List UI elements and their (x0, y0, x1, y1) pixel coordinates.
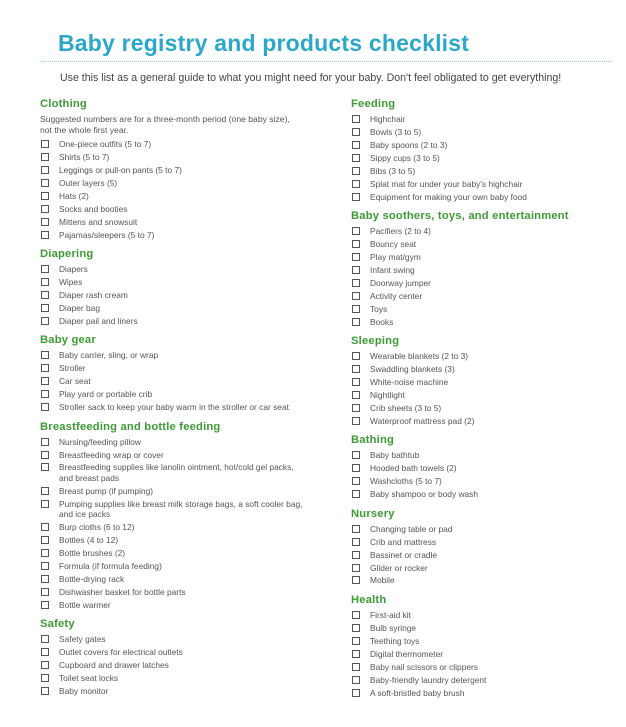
left-column (40, 96, 340, 703)
section-heading: Safety (40, 618, 75, 631)
checklist-item-label: Shirts (5 to 7) (59, 151, 110, 162)
checklist-item-label: Doorway jumper (370, 277, 431, 288)
checklist-item (351, 390, 621, 401)
checkbox[interactable] (41, 351, 49, 359)
checkbox[interactable] (352, 650, 360, 658)
checklist-item (40, 535, 340, 546)
checklist-item-label: Stroller (59, 363, 86, 374)
checkbox[interactable] (41, 304, 49, 312)
checklist-item-label: Bassinet or cradle (370, 549, 438, 560)
checklist-item (351, 623, 621, 634)
checklist-item (40, 437, 340, 448)
checklist-item-label: Diaper pail and liners (59, 315, 138, 326)
checklist-item-label: A soft-bristled baby brush (370, 687, 465, 698)
checklist-item (40, 152, 340, 163)
checklist-item-label: Activity center (370, 290, 423, 301)
checklist (351, 226, 621, 327)
checkbox[interactable] (41, 179, 49, 187)
section-heading: Baby soothers, toys, and entertainment (351, 210, 569, 223)
checkbox[interactable] (352, 611, 360, 619)
checklist-item (40, 316, 340, 327)
checklist-item (40, 277, 340, 288)
checklist-item (351, 610, 621, 621)
checklist-item-label: Car seat (59, 376, 91, 387)
checkbox[interactable] (352, 141, 360, 149)
checklist-item (40, 686, 340, 697)
checkbox[interactable] (41, 523, 49, 531)
checklist-item (40, 363, 340, 374)
checkbox[interactable] (41, 463, 49, 471)
checklist-item (40, 178, 340, 189)
checkbox[interactable] (352, 253, 360, 261)
checklist-item-label: First-aid kit (370, 609, 411, 620)
checklist-item-label: Play yard or portable crib (59, 389, 153, 400)
checkbox[interactable] (41, 278, 49, 286)
checkbox[interactable] (41, 661, 49, 669)
checklist-item (40, 204, 340, 215)
checklist-item-label: Changing table or pad (370, 523, 453, 534)
checklist-item-label: Infant swing (370, 264, 415, 275)
checklist-item (40, 230, 340, 241)
checklist-item (351, 563, 621, 574)
checklist-item (40, 522, 340, 533)
checklist-item (351, 179, 621, 190)
checkbox[interactable] (352, 305, 360, 313)
section-heading: Health (351, 593, 387, 606)
checkbox[interactable] (352, 525, 360, 533)
checklist-item (40, 486, 340, 497)
checkbox[interactable] (352, 240, 360, 248)
checklist-item (351, 364, 621, 375)
checklist-item-label: Washcloths (5 to 7) (370, 476, 442, 487)
checkbox[interactable] (41, 153, 49, 161)
checklist-item-label: Cupboard and drawer latches (59, 660, 169, 671)
checklist-item-label: Breastfeeding wrap or cover (59, 449, 164, 460)
checklist-item-label: Baby carrier, sling, or wrap (59, 350, 159, 361)
checkbox[interactable] (352, 227, 360, 235)
checklist-item (40, 165, 340, 176)
checklist-item-label: Swaddling blankets (3) (370, 364, 455, 375)
checklist-item-label: Baby monitor (59, 686, 109, 697)
page-title: Baby registry and products checklist (58, 30, 470, 56)
checkbox[interactable] (41, 403, 49, 411)
checklist-item (40, 389, 340, 400)
checkbox[interactable] (41, 218, 49, 226)
checkbox[interactable] (352, 352, 360, 360)
checklist-item-label: Burp cloths (6 to 12) (59, 522, 135, 533)
checkbox[interactable] (352, 318, 360, 326)
checkbox[interactable] (41, 500, 49, 508)
intro-text: Use this list as a general guide to what you might need for your baby. Don't feel obligated to get everything! (60, 72, 562, 84)
checklist-item-label: Nursing/feeding pillow (59, 436, 141, 447)
checkbox[interactable] (352, 576, 360, 584)
checkbox[interactable] (352, 115, 360, 123)
checklist-item (40, 462, 340, 483)
checklist (351, 114, 621, 202)
checklist-item-label: Bulb syringe (370, 622, 417, 633)
checklist-item (40, 139, 340, 150)
checklist-item-label: Diaper rash cream (59, 289, 128, 300)
checklist-item (40, 402, 340, 413)
checklist-item-label: Diaper bag (59, 302, 100, 313)
checkbox[interactable] (41, 674, 49, 682)
checkbox[interactable] (352, 128, 360, 136)
checklist-item (351, 304, 621, 315)
checklist-item-label: Mittens and snowsuit (59, 216, 138, 227)
checklist-item-label: Play mat/gym (370, 252, 421, 262)
checkbox[interactable] (352, 477, 360, 485)
checklist-item (351, 278, 621, 289)
checklist-item (351, 403, 621, 414)
checklist-item-label: Baby nail scissors or clippers (370, 661, 478, 672)
checklist-item-label: Bottle-drying rack (59, 574, 125, 584)
checklist-item-label: Breastfeeding supplies like lanolin ointment, hot/cold gel packs, and breast pads (59, 462, 294, 483)
checkbox[interactable] (41, 601, 49, 609)
section-baby-soothers-toys-and-entertainment (351, 208, 621, 327)
checklist-item-label: Outlet covers for electrical outlets (59, 647, 183, 658)
checklist-item-label: Equipment for making your own baby food (370, 191, 527, 202)
checklist-item (351, 140, 621, 151)
checklist (40, 264, 340, 326)
checklist-item (351, 252, 621, 263)
checklist (351, 450, 621, 499)
checkbox[interactable] (41, 575, 49, 583)
checklist (40, 437, 340, 611)
checkbox[interactable] (352, 624, 360, 632)
checklist-item (40, 303, 340, 314)
checklist-item (351, 463, 621, 474)
checklist (40, 350, 340, 412)
checklist-item-label: Baby shampoo or body wash (370, 489, 479, 500)
checklist-item-label: Bottle brushes (2) (59, 548, 126, 559)
checklist-item-label: White-noise machine (370, 377, 449, 388)
checklist-item-label: Waterproof mattress pad (2) (370, 415, 475, 426)
checklist-item (351, 416, 621, 427)
section-heading: Sleeping (351, 335, 400, 348)
checklist-item-label: Teething toys (370, 635, 420, 646)
checklist-item (351, 265, 621, 276)
checklist-item (40, 574, 340, 585)
checkbox[interactable] (352, 167, 360, 175)
checklist-item (40, 587, 340, 598)
checkbox[interactable] (352, 564, 360, 572)
checklist-item-label: Digital thermometer (370, 648, 444, 659)
checklist-item-label: Bouncy seat (370, 239, 417, 250)
checkbox[interactable] (41, 687, 49, 695)
checklist-item-label: Dishwasher basket for bottle parts (59, 586, 186, 597)
section-heading: Diapering (40, 248, 94, 261)
title-divider (41, 61, 611, 62)
checklist-item (40, 673, 340, 684)
checkbox[interactable] (41, 588, 49, 596)
checklist (351, 524, 621, 586)
checkbox[interactable] (41, 317, 49, 325)
checkbox[interactable] (352, 365, 360, 373)
checklist (351, 351, 621, 426)
checkbox[interactable] (352, 490, 360, 498)
checklist-item (40, 561, 340, 572)
section-heading: Clothing (40, 98, 87, 110)
checklist-item-label: Wipes (59, 277, 83, 287)
checklist-item (351, 317, 621, 328)
right-column (351, 96, 621, 704)
checklist-item-label: Toilet seat locks (59, 673, 119, 684)
checklist-item (351, 537, 621, 548)
checkbox[interactable] (352, 663, 360, 671)
section-baby-gear (40, 332, 340, 412)
checkbox[interactable] (41, 438, 49, 446)
section-health (351, 592, 621, 698)
checklist-item (351, 351, 621, 362)
checkbox[interactable] (41, 648, 49, 656)
checkbox[interactable] (41, 536, 49, 544)
checkbox[interactable] (352, 637, 360, 645)
checklist-item-label: Nightlight (370, 390, 405, 400)
checkbox[interactable] (352, 404, 360, 412)
section-heading: Baby gear (40, 334, 96, 347)
checklist-item (351, 636, 621, 647)
checklist-item (351, 524, 621, 535)
checkbox[interactable] (352, 180, 360, 188)
checkbox[interactable] (41, 549, 49, 557)
checklist-item-label: Wearable blankets (2 to 3) (370, 351, 469, 362)
checklist-item (351, 127, 621, 138)
checklist-item-label: Bottle warmer (59, 599, 111, 610)
checklist-item-label: Hooded bath towels (2) (370, 463, 457, 474)
checklist-item-label: Crib and mattress (370, 536, 437, 547)
checklist-item (351, 649, 621, 660)
checkbox[interactable] (41, 487, 49, 495)
checklist-item-label: Stroller sack to keep your baby warm in the stroller or car seat (59, 402, 289, 413)
checklist-item (351, 239, 621, 250)
checklist-item-label: One-piece outfits (5 to 7) (59, 139, 152, 149)
checkbox[interactable] (41, 390, 49, 398)
checkbox[interactable] (352, 154, 360, 162)
checklist-item-label: Hats (2) (59, 190, 89, 201)
checklist-item-label: Sippy cups (3 to 5) (370, 152, 440, 163)
checkbox[interactable] (352, 378, 360, 386)
checklist-item-label: Highchair (370, 114, 406, 124)
checklist-item (40, 499, 340, 520)
checkbox[interactable] (41, 192, 49, 200)
checklist-item-label: Formula (if formula feeding) (59, 561, 162, 572)
checklist-item (40, 290, 340, 301)
checkbox[interactable] (41, 562, 49, 570)
section-note: Suggested numbers are for a three-month period (one baby size), not the whole first year. (40, 114, 290, 135)
checklist-item (40, 376, 340, 387)
checkbox[interactable] (41, 231, 49, 239)
checklist-item-label: Books (370, 316, 394, 327)
checklist-item-label: Outer layers (5) (59, 177, 118, 188)
checklist-item (351, 153, 621, 164)
checklist-item-label: Crib sheets (3 to 5) (370, 402, 442, 413)
checklist-item (351, 688, 621, 699)
checkbox[interactable] (41, 377, 49, 385)
checklist-item-label: Leggings or pull-on pants (5 to 7) (59, 164, 182, 175)
section-safety (40, 616, 340, 696)
checklist-item-label: Baby-friendly laundry detergent (370, 674, 487, 685)
checklist-item-label: Baby spoons (2 to 3) (370, 139, 448, 150)
checklist-item (40, 264, 340, 275)
checkbox[interactable] (352, 689, 360, 697)
checklist-item-label: Baby bathtub (370, 450, 420, 461)
checkbox[interactable] (41, 364, 49, 372)
checklist-item (40, 548, 340, 559)
checkbox[interactable] (352, 676, 360, 684)
checklist-item-label: Bibs (3 to 5) (370, 165, 416, 176)
checklist-item (351, 662, 621, 673)
section-sleeping (351, 333, 621, 426)
checkbox[interactable] (352, 292, 360, 300)
checkbox[interactable] (41, 166, 49, 174)
checkbox[interactable] (352, 464, 360, 472)
checklist (351, 610, 621, 698)
checklist-item (40, 647, 340, 658)
section-feeding (351, 96, 621, 202)
section-heading: Breastfeeding and bottle feeding (40, 420, 221, 433)
checkbox[interactable] (352, 538, 360, 546)
checkbox[interactable] (352, 417, 360, 425)
checklist-item-label: Mobile (370, 575, 395, 586)
checklist-item-label: Breast pump (if pumping) (59, 485, 154, 496)
section-breastfeeding-and-bottle-feeding (40, 419, 340, 611)
checklist-item-label: Glider or rocker (370, 562, 428, 573)
checklist-item (351, 192, 621, 203)
checklist-item (40, 660, 340, 671)
checkbox[interactable] (41, 451, 49, 459)
checklist-item-label: Diapers (59, 264, 88, 275)
checklist-item (351, 675, 621, 686)
checklist-item (40, 634, 340, 645)
checkbox[interactable] (41, 140, 49, 148)
checklist-item-label: Socks and booties (59, 203, 128, 214)
checklist-item (351, 226, 621, 237)
checklist-item (351, 166, 621, 177)
checkbox[interactable] (41, 205, 49, 213)
checklist-item-label: Pumping supplies like breast milk storage bags, a soft cooler bag, and ice packs (59, 498, 303, 520)
checklist-item (351, 114, 621, 125)
checklist-item (40, 350, 340, 361)
checklist (40, 139, 340, 240)
section-heading: Bathing (351, 434, 395, 447)
checklist-item (40, 191, 340, 202)
checklist (40, 634, 340, 696)
checklist-item-label: Splat mat for under your baby's highchair (370, 178, 523, 189)
checkbox[interactable] (352, 391, 360, 399)
checkbox[interactable] (352, 551, 360, 559)
checklist-item (351, 377, 621, 388)
checkbox[interactable] (352, 451, 360, 459)
checkbox[interactable] (352, 279, 360, 287)
checklist-item-label: Toys (370, 303, 388, 314)
section-clothing (40, 96, 340, 240)
checklist-item (351, 476, 621, 487)
checklist-item (351, 489, 621, 500)
checklist-item (40, 217, 340, 228)
checkbox[interactable] (41, 265, 49, 273)
checklist-item (351, 291, 621, 302)
section-bathing (351, 432, 621, 499)
checklist-item (40, 450, 340, 461)
checkbox[interactable] (41, 291, 49, 299)
checkbox[interactable] (41, 635, 49, 643)
checklist-item-label: Pajamas/sleepers (5 to 7) (59, 229, 155, 240)
checkbox[interactable] (352, 193, 360, 201)
checklist-item-label: Bowls (3 to 5) (370, 126, 422, 137)
checklist-item (351, 575, 621, 586)
checklist-item-label: Bottles (4 to 12) (59, 535, 119, 546)
checklist-item (40, 600, 340, 611)
section-diapering (40, 246, 340, 326)
section-heading: Feeding (351, 98, 396, 110)
checklist-item-label: Pacifiers (2 to 4) (370, 226, 431, 237)
checkbox[interactable] (352, 266, 360, 274)
checklist-item (351, 450, 621, 461)
section-heading: Nursery (351, 507, 395, 520)
checklist-item (351, 550, 621, 561)
section-nursery (351, 506, 621, 586)
checklist-item-label: Safety gates (59, 634, 106, 645)
